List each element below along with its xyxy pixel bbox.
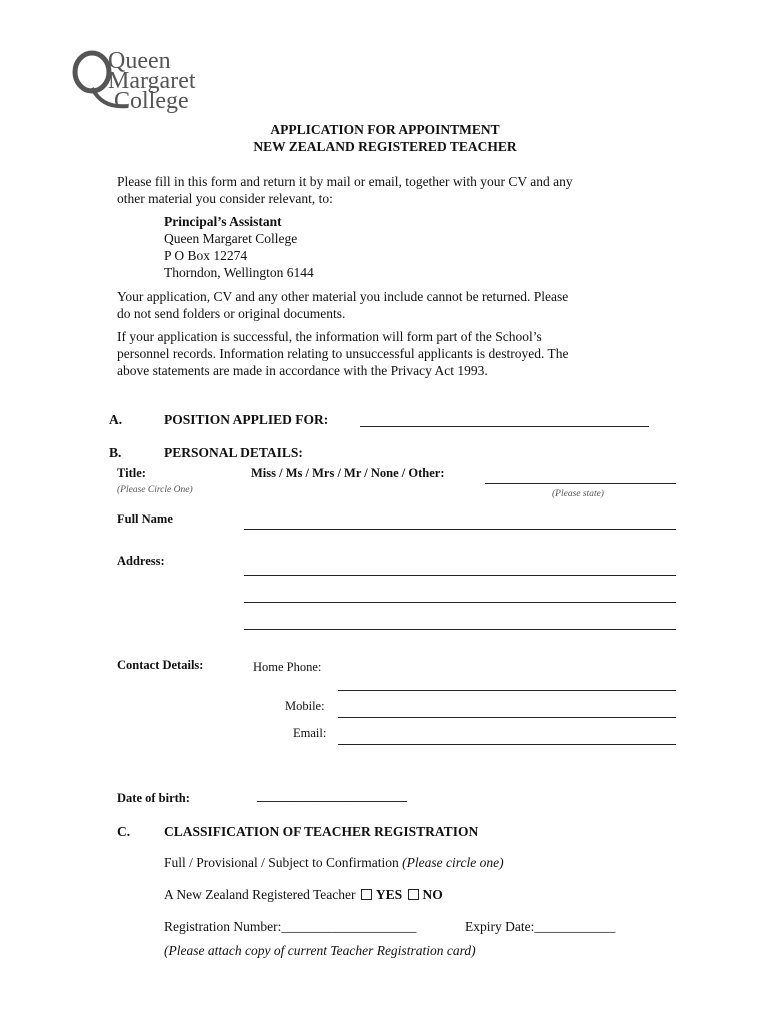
mobile-field[interactable] [338, 717, 676, 718]
position-applied-field[interactable] [360, 426, 649, 427]
no-checkbox[interactable] [408, 889, 419, 900]
mailing-address: Principal’s Assistant Queen Margaret College P O Box 12274 Thorndon, Wellington 6144 [164, 214, 314, 280]
return-notice: Your application, CV and any other material you include cannot be returned. Please do not send folders or original documents. [117, 289, 569, 321]
title-other-field[interactable] [485, 483, 676, 484]
registered-teacher-question: A New Zealand Registered Teacher YES NO [164, 887, 443, 902]
full-name-field[interactable] [244, 529, 676, 530]
section-a-letter: A. [109, 412, 123, 427]
address-field-line1[interactable] [244, 575, 676, 576]
intro-text: Please fill in this form and return it by mail or email, together with your CV and any other material you consider relevant, to: [117, 174, 573, 206]
full-name-label: Full Name [117, 512, 173, 526]
no-label: NO [422, 887, 443, 902]
please-state-note: (Please state) [552, 489, 604, 499]
home-phone-field[interactable] [338, 690, 676, 691]
title-label: Title: [117, 466, 146, 480]
circle-one-instruction: (Please circle one) [402, 855, 504, 870]
form-title-line2: NEW ZEALAND REGISTERED TEACHER [253, 139, 517, 154]
home-phone-label: Home Phone: [253, 660, 322, 674]
attach-card-note: (Please attach copy of current Teacher Registration card) [164, 943, 476, 958]
logo-queen: Queen [108, 48, 171, 74]
contact-details-label: Contact Details: [117, 658, 204, 672]
section-b-letter: B. [109, 445, 122, 460]
title-options[interactable]: Miss / Ms / Mrs / Mr / None / Other: [251, 466, 445, 480]
classification-options[interactable]: Full / Provisional / Subject to Confirmation (Please circle one) [164, 855, 504, 870]
address-field-line2[interactable] [244, 602, 676, 603]
yes-checkbox[interactable] [361, 889, 372, 900]
section-c-heading: CLASSIFICATION OF TEACHER REGISTRATION [164, 824, 479, 839]
section-b-heading: PERSONAL DETAILS: [164, 445, 303, 460]
address-label: Address: [117, 554, 165, 568]
privacy-notice: If your application is successful, the information will form part of the School’s personnel records. Information relating to unsuccessful applicants is destroyed. The above statements are made in accordance with the Privacy Act 1993. [117, 329, 569, 378]
yes-label: YES [375, 887, 403, 902]
date-of-birth-field[interactable]: ________________________ [257, 789, 407, 803]
section-a-heading: POSITION APPLIED FOR: [164, 412, 329, 427]
form-title-line1: APPLICATION FOR APPOINTMENT [270, 122, 500, 137]
address-field-line3[interactable] [244, 629, 676, 630]
circle-one-note: (Please Circle One) [117, 485, 193, 495]
registration-number-field[interactable]: Registration Number:____________________ [164, 919, 417, 934]
logo-margaret: Margaret [108, 68, 196, 94]
section-c-letter: C. [117, 824, 131, 839]
college-logo [70, 48, 230, 114]
mobile-label: Mobile: [285, 699, 325, 713]
email-label: Email: [293, 726, 327, 740]
logo-college: College [114, 88, 189, 114]
recipient-name: Principal’s Assistant [164, 214, 282, 229]
expiry-date-field[interactable]: Expiry Date:____________ [465, 919, 616, 934]
date-of-birth-label: Date of birth: [117, 791, 190, 805]
email-field[interactable] [338, 744, 676, 745]
